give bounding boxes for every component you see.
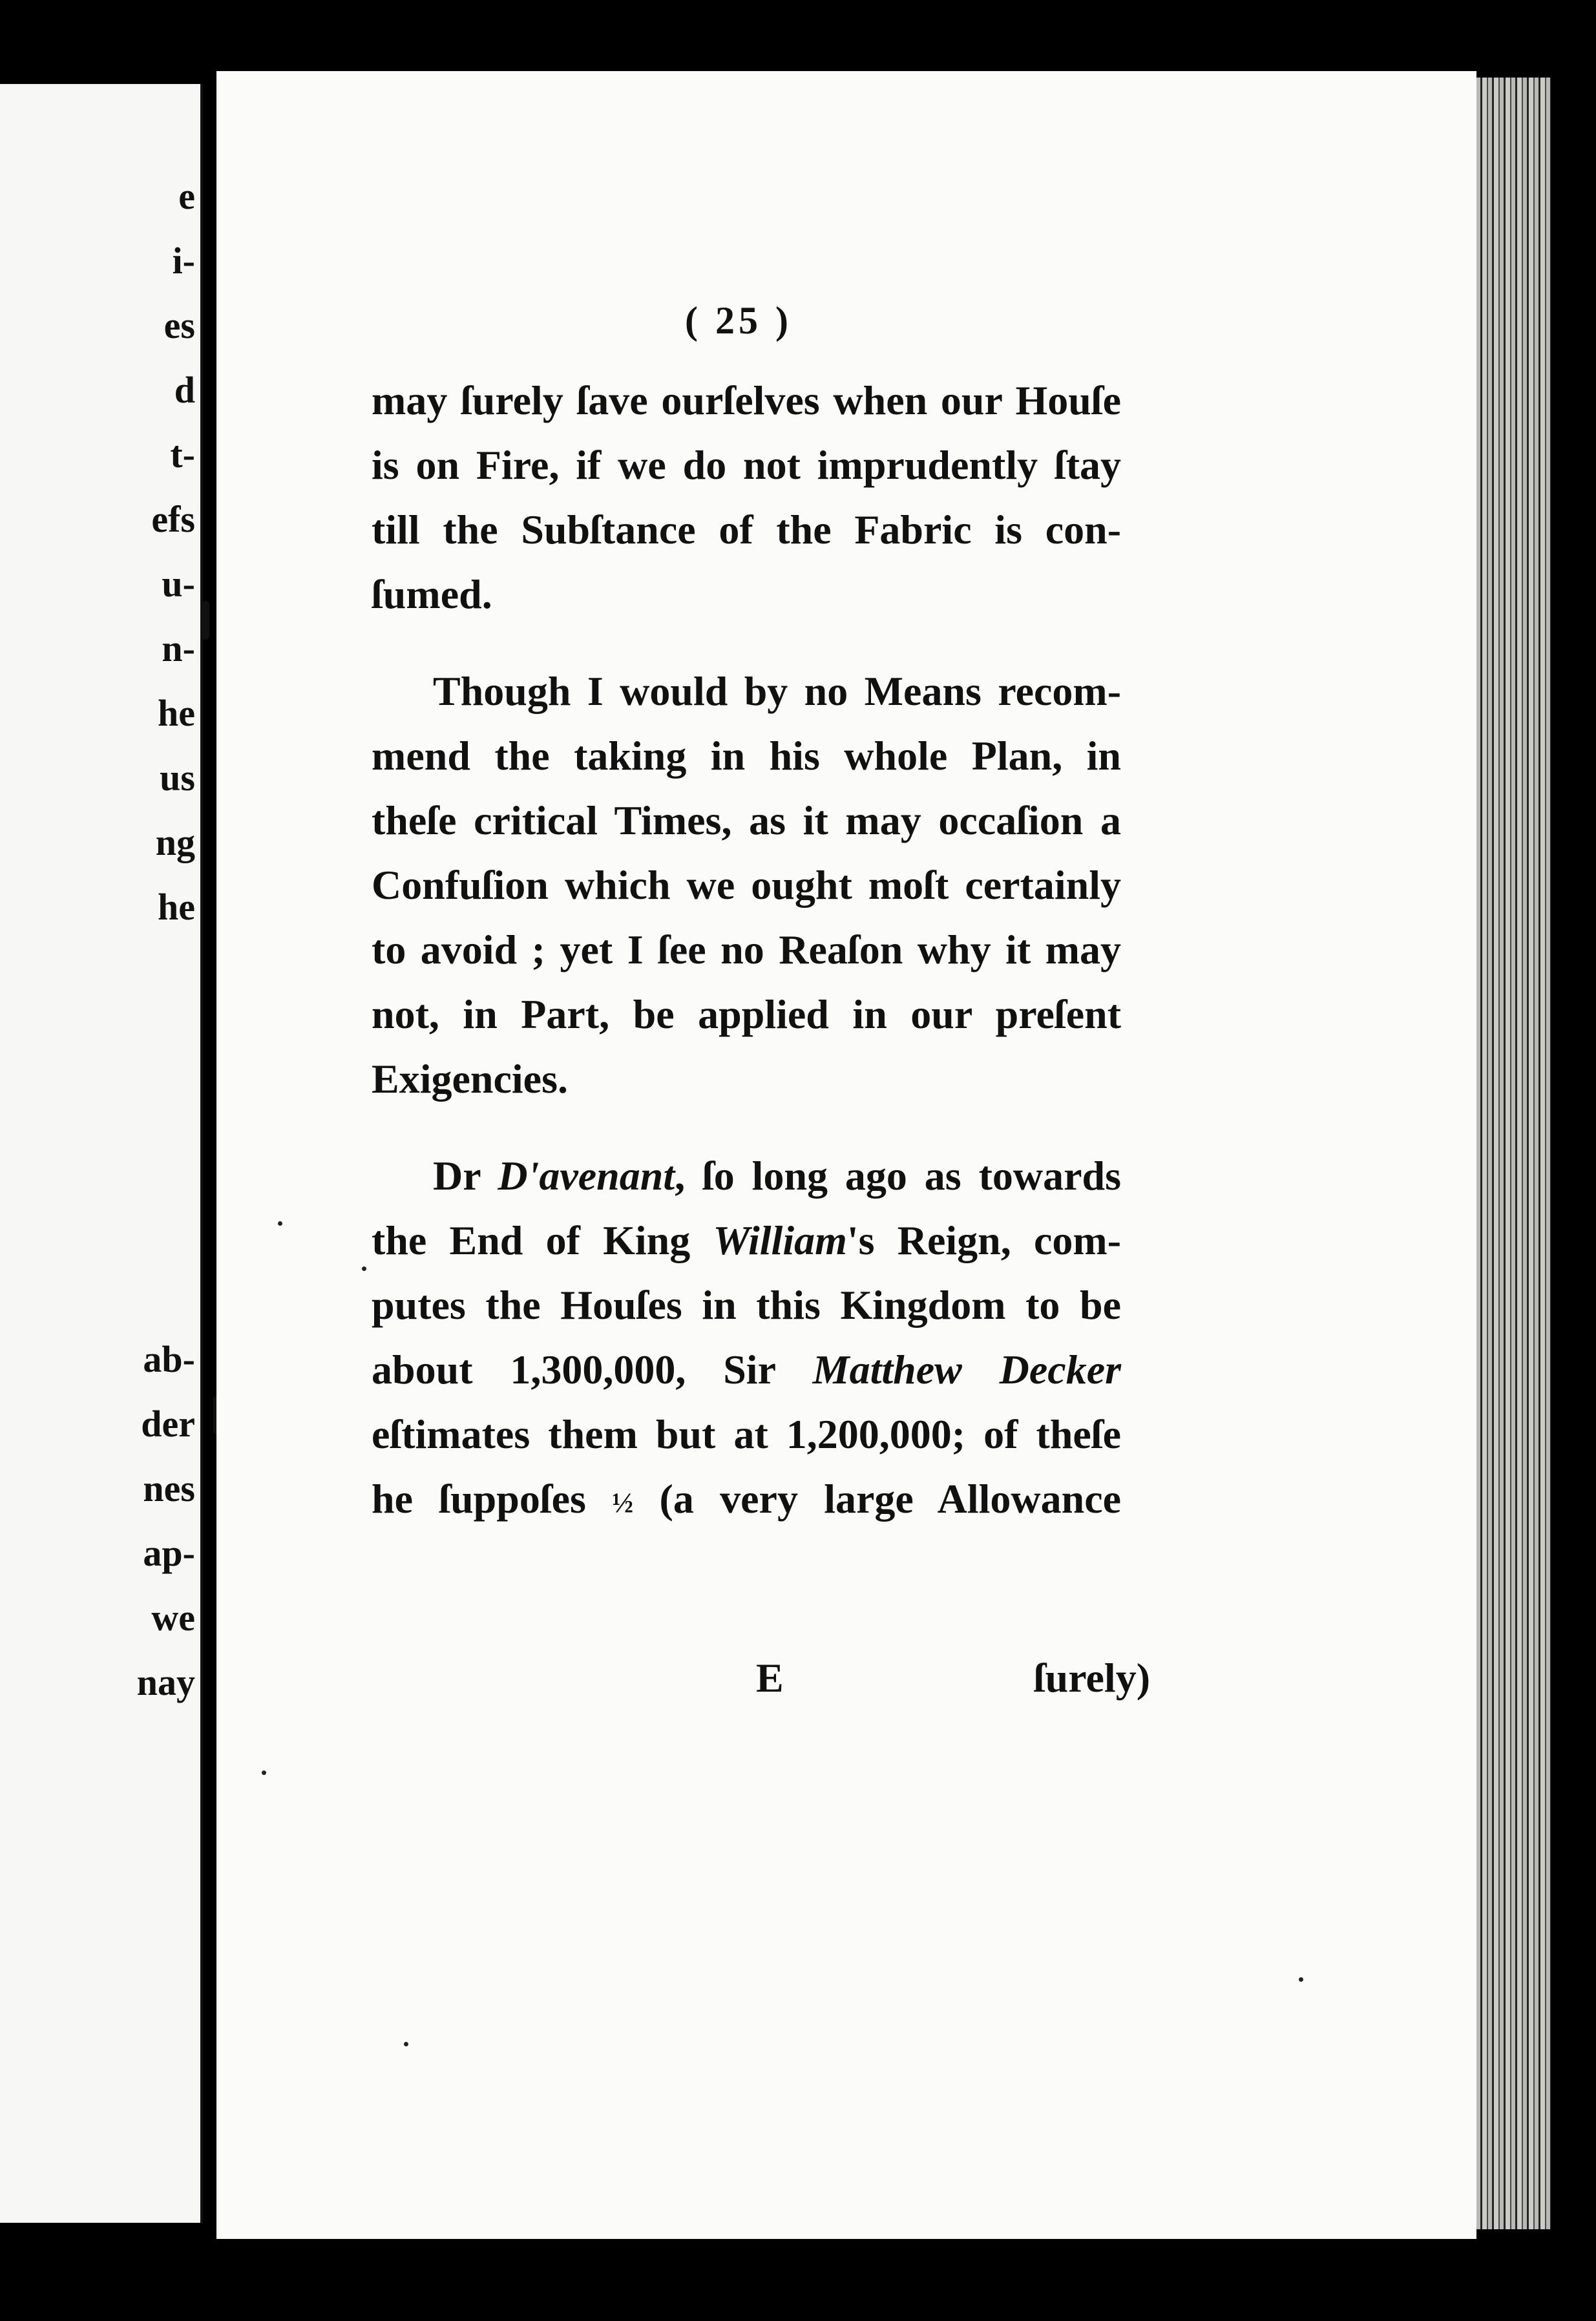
paragraph — [372, 1144, 1121, 1531]
ink-speck — [278, 1221, 282, 1226]
left-fragment: der — [141, 1403, 195, 1445]
left-page-fragment — [0, 84, 203, 2223]
left-fragment: ng — [155, 821, 195, 863]
text-line: may ſurely ſave ourſelves when our Houſe — [372, 377, 1121, 423]
ink-speck — [362, 1266, 366, 1271]
ink-speck — [404, 2042, 408, 2046]
left-fragment: u- — [162, 563, 195, 605]
text-line: he ſuppoſes ½ (a very large Allowance — [372, 1476, 1122, 1522]
left-fragment: efs — [151, 498, 195, 540]
left-fragment: he — [158, 692, 195, 734]
left-fragment: nes — [143, 1467, 195, 1509]
page-number: ( 25 ) — [685, 299, 792, 342]
ink-speck — [1299, 1977, 1303, 1982]
text-line: till the Subſtance of the Fabric is con- — [372, 507, 1121, 552]
text-line: Confuſion which we ought moſt certainly — [372, 862, 1121, 908]
left-fragment: i- — [172, 240, 195, 282]
text-line: ſumed. — [372, 571, 492, 617]
binding-mark — [202, 601, 209, 640]
left-fragment: us — [160, 757, 195, 799]
ink-speck — [262, 1770, 266, 1775]
left-fragment: ab- — [143, 1338, 195, 1380]
text-line: Dr D'avenant, ſo long ago as towards — [433, 1153, 1121, 1199]
paragraph — [372, 368, 1121, 627]
left-fragment: n- — [162, 627, 195, 669]
left-fragment: t- — [170, 434, 195, 476]
text-line: theſe critical Times, as it may occaſion a — [372, 797, 1121, 843]
person-name: Matthew Decker — [812, 1347, 1121, 1392]
text-line: Exigencies. — [372, 1056, 568, 1102]
left-fragment: nay — [136, 1661, 195, 1703]
person-name: D'avenant — [498, 1153, 675, 1199]
text-line: not, in Part, be applied in our preſent — [372, 991, 1121, 1037]
text-line: about 1,300,000, Sir Matthew Decker — [372, 1347, 1121, 1392]
catchword: ſurely) — [1033, 1655, 1150, 1701]
left-fragment: d — [174, 369, 195, 411]
text-line: mend the taking in his whole Plan, in — [372, 733, 1121, 779]
text-line: eſtimates them but at 1,200,000; of theſe — [372, 1411, 1121, 1457]
body-text — [372, 368, 1121, 1564]
text-line: the End of King William's Reign, com- — [372, 1217, 1122, 1263]
left-fragment: we — [151, 1597, 195, 1639]
left-fragment: es — [163, 304, 195, 346]
text-line: Though I would by no Means recom- — [433, 668, 1121, 714]
signature-mark: E — [756, 1655, 784, 1701]
text-line: putes the Houſes in this Kingdom to be — [372, 1282, 1121, 1328]
text-line: is on Fire, if we do not imprudently ſtay — [372, 442, 1121, 488]
page-edges — [1476, 78, 1551, 2229]
left-fragment: e — [178, 175, 195, 217]
person-name: William — [713, 1217, 847, 1263]
text-line: to avoid ; yet I ſee no Reaſon why it may — [372, 927, 1121, 972]
fraction: ½ — [612, 1487, 634, 1519]
left-fragment: he — [158, 886, 195, 928]
paragraph — [372, 659, 1121, 1111]
left-fragment: ap- — [143, 1532, 195, 1574]
